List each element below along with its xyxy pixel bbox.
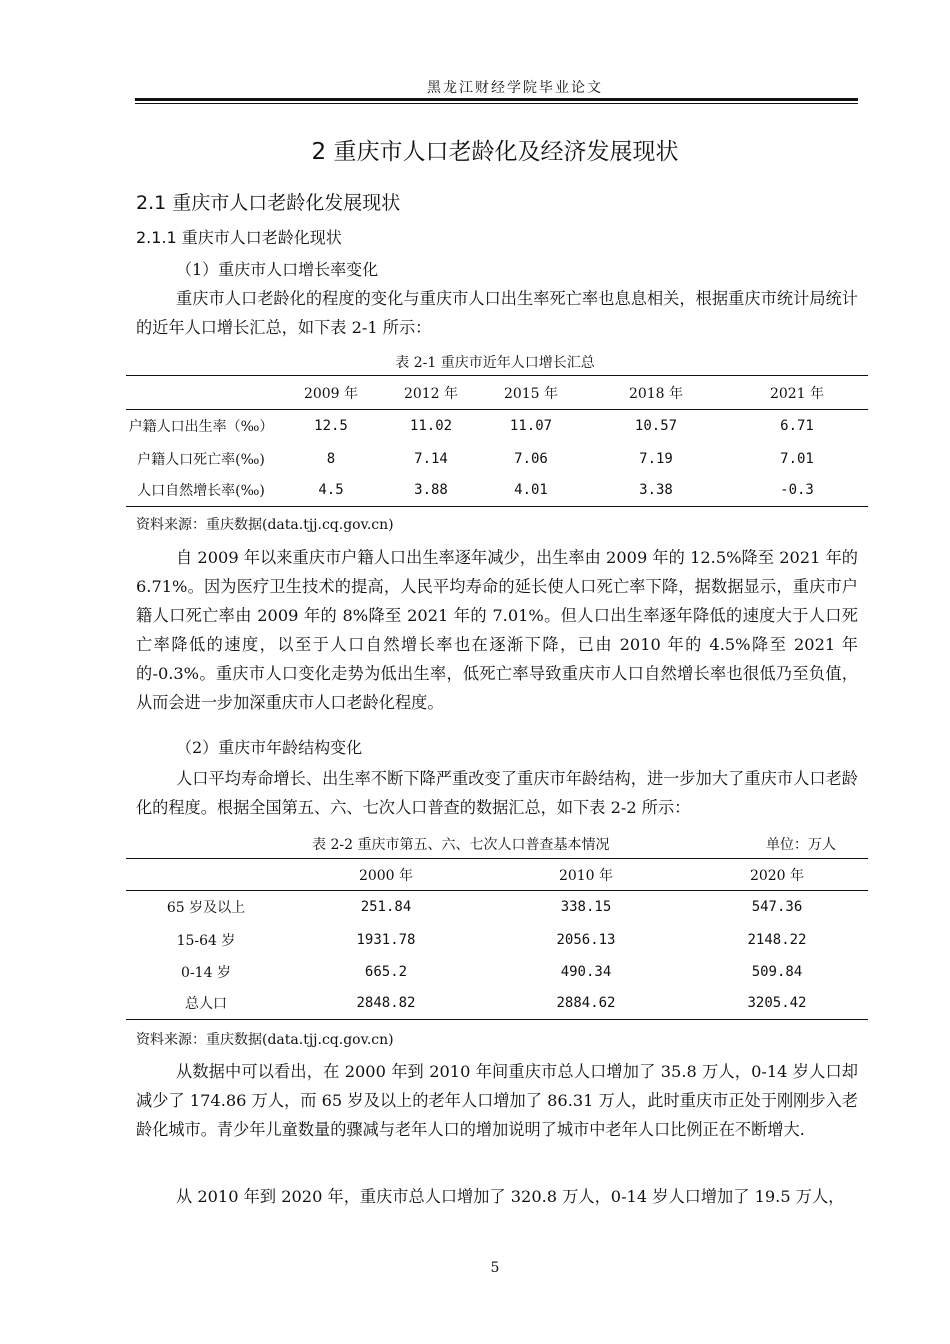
table2-row-label: 总人口 — [185, 996, 227, 1013]
table1-header-cell: 2021 年 — [769, 385, 825, 402]
table1-header-cell: 2009 年 — [303, 385, 359, 402]
table2-header-cell: 2020 年 — [749, 867, 805, 884]
part1-analysis: 自 2009 年以来重庆市户籍人口出生率逐年减少，出生率由 2009 年的 12.5%降至 2021 年的 6.71%。因为医疗卫生技术的提高，人民平均寿命的延长使人口死亡率下降，据数据显示，重庆市户籍人口死亡率由 2009 年的 8%降至 2021 年的 7.01%。但人口出生率逐年降低的速度大于人口死亡率降低的速度，以至于人口自然增长率也在逐渐下降，已由 2010 年的 4.5%降至 2021 年的-0.3%。重庆市人口变化走势为低出生率，低死亡率导致重庆市人口自然增长率也很低乃至负值，从而会进一步加深重庆市人口老龄化程度。 — [136, 548, 858, 712]
part1-intro: 重庆市人口老龄化的程度的变化与重庆市人口出生率死亡率也息息相关，根据重庆市统计局统计的近年人口增长汇总，如下表 2-1 所示： — [136, 289, 858, 337]
table2-cell: 665.2 — [364, 963, 408, 980]
table1-cell: 7.06 — [514, 450, 548, 467]
table1-row-label: 人口自然增长率(‰) — [137, 483, 265, 500]
table2-header-row — [126, 859, 868, 891]
section-title: 2.1 重庆市人口老龄化发展现状 — [136, 192, 401, 214]
table2-header-cell — [126, 859, 286, 891]
part2-analysis-2: 从 2010 年到 2020 年，重庆市总人口增加了 320.8 万人，0-14 岁人口增加了 19.5 万人， — [176, 1187, 845, 1206]
table2-row-label: 0-14 岁 — [181, 964, 231, 981]
table1-header-cell: 2015 年 — [503, 385, 559, 402]
table1-cell: 4.5 — [318, 482, 344, 499]
table1-row-label: 户籍人口死亡率(‰) — [137, 451, 265, 468]
page-number: 5 — [490, 1260, 500, 1276]
table2-caption: 表 2-2 重庆市第五、六、七次人口普查基本情况 — [312, 837, 610, 853]
table1-cell: 6.71 — [780, 418, 814, 435]
table2-unit: 单位：万人 — [766, 837, 836, 853]
table2-source: 资料来源：重庆数据(data.tjj.cq.gov.cn) — [136, 1032, 394, 1048]
table1-header-row — [126, 376, 868, 410]
table-row — [126, 891, 868, 924]
table2-cell: 2148.22 — [747, 931, 807, 948]
table1-cell: 7.01 — [780, 450, 814, 467]
part2-analysis-1: 从数据中可以看出，在 2000 年到 2010 年间重庆市总人口增加了 35.8 万人，0-14 岁人口却减少了 174.86 万人，而 65 岁及以上的老年人口增加了 86.31 万人，此时重庆市正处于刚刚步入老龄化城市。青少年儿童数量的骤减与老年人口的增加说明了城市中老年人口比例正在不断增大. — [136, 1062, 858, 1139]
table1-header-cell: 2018 年 — [628, 385, 684, 402]
table2-cell: 509.84 — [751, 963, 803, 980]
table1-header-cell: 2012 年 — [403, 385, 459, 402]
table-row — [126, 410, 868, 443]
table1-cell: -0.3 — [780, 482, 814, 499]
table2-cell: 2884.62 — [556, 995, 616, 1012]
table2-cell: 3205.42 — [747, 995, 807, 1012]
table2-cell: 251.84 — [360, 899, 412, 916]
table1-cell: 11.07 — [509, 418, 553, 435]
table2-cell: 547.36 — [751, 899, 803, 916]
part2-heading: （2）重庆市年龄结构变化 — [176, 738, 363, 757]
table2-row-label: 65 岁及以上 — [166, 900, 246, 917]
table1 — [126, 375, 868, 507]
table2-cell: 2056.13 — [556, 931, 616, 948]
table1-cell: 3.38 — [639, 482, 673, 499]
table1-source: 资料来源：重庆数据(data.tjj.cq.gov.cn) — [136, 517, 394, 533]
table2-row-label: 15-64 岁 — [176, 932, 236, 949]
chapter-title: 2 重庆市人口老龄化及经济发展现状 — [311, 139, 679, 165]
table1-row-label: 户籍人口出生率（‰） — [128, 419, 274, 436]
table-row — [126, 475, 868, 507]
table1-cell: 3.88 — [414, 482, 448, 499]
table2-cell: 490.34 — [560, 963, 612, 980]
table-row — [126, 956, 868, 988]
table2-header-cell: 2000 年 — [358, 867, 414, 884]
table2-header-cell: 2010 年 — [558, 867, 614, 884]
table1-cell: 11.02 — [409, 418, 453, 435]
table-row — [126, 988, 868, 1020]
table2 — [126, 858, 868, 1020]
header-rule-thin — [135, 103, 858, 104]
subsection-title: 2.1.1 重庆市人口老龄化现状 — [136, 228, 342, 247]
part1-heading: （1）重庆市人口增长率变化 — [176, 260, 379, 279]
table2-cell: 2848.82 — [356, 995, 416, 1012]
table1-cell: 10.57 — [634, 418, 678, 435]
header-rule-thick — [135, 98, 858, 101]
table1-cell: 7.14 — [414, 450, 448, 467]
table2-cell: 1931.78 — [356, 931, 416, 948]
table1-cell: 8 — [326, 450, 336, 467]
table-row — [126, 924, 868, 956]
table-row — [126, 443, 868, 475]
table1-cell: 4.01 — [514, 482, 548, 499]
table1-cell: 12.5 — [314, 418, 348, 435]
table1-caption: 表 2-1 重庆市近年人口增长汇总 — [395, 355, 595, 371]
table1-cell: 7.19 — [639, 450, 673, 467]
part2-intro: 人口平均寿命增长、出生率不断下降严重改变了重庆市年龄结构，进一步加大了重庆市人口老龄化的程度。根据全国第五、六、七次人口普查的数据汇总，如下表 2-2 所示： — [136, 769, 858, 817]
table1-header-cell — [126, 376, 276, 410]
table2-cell: 338.15 — [560, 899, 612, 916]
running-header: 黑龙江财经学院毕业论文 — [427, 80, 603, 96]
